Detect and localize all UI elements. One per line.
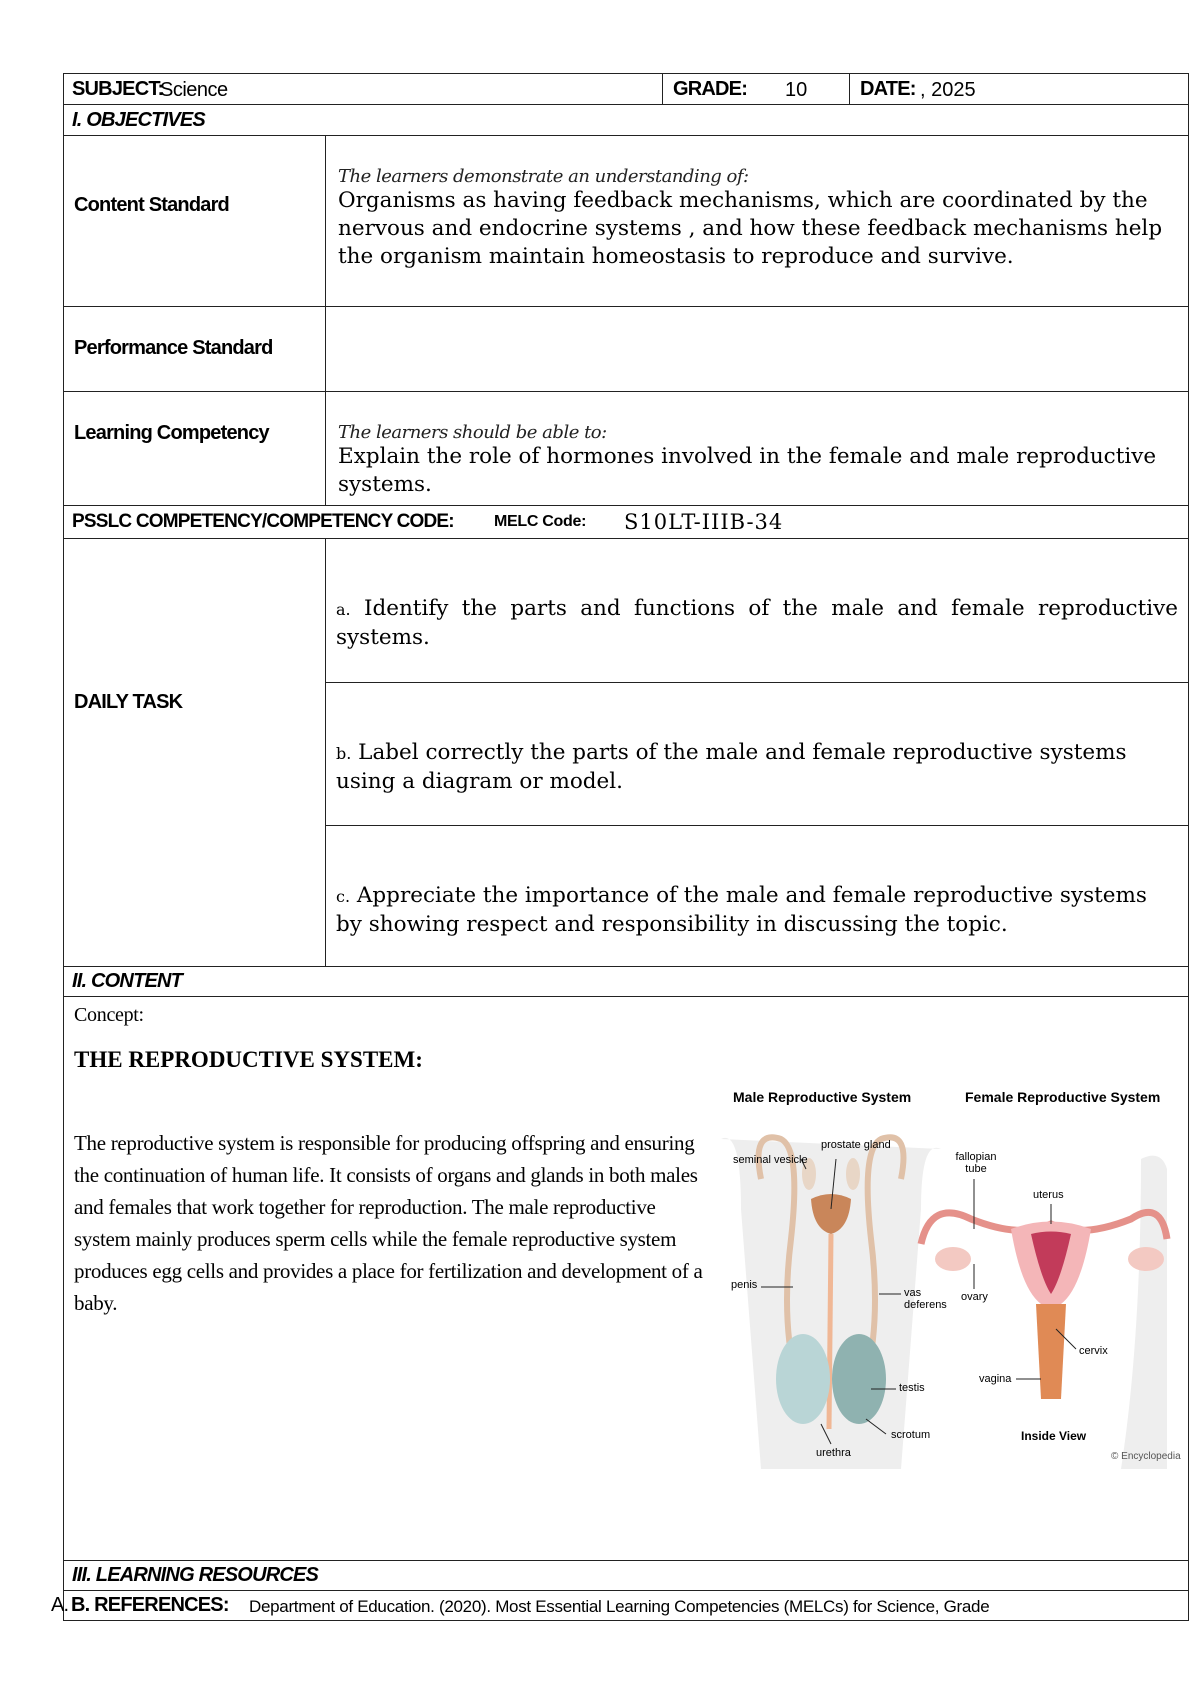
label-prostate-gland: prostate gland xyxy=(821,1139,891,1151)
task-text: Label correctly the parts of the male and female reproductive systems using a diagram or model. xyxy=(336,740,1127,794)
concept-paragraph: The reproductive system is responsible for producing offspring and ensuring the continuation of human life. It consists of organs and glands in both males and females that work together for reproduction. The male reproductive system mainly produces sperm cells while the female reproductive system produces egg cells and provides a place for fertilization and development of a baby. xyxy=(74,1131,703,1315)
date-label: DATE: xyxy=(860,78,916,100)
performance-standard-cell xyxy=(325,306,1189,392)
psslc-row xyxy=(63,505,1189,539)
date-value: , 2025 xyxy=(920,79,976,101)
content-standard-intro: The learners demonstrate an understanding of: xyxy=(338,166,749,187)
daily-task-label: DAILY TASK xyxy=(74,691,183,713)
label-testis: testis xyxy=(899,1382,925,1394)
reproductive-system-figure xyxy=(721,1089,1181,1469)
figure-caption: Inside View xyxy=(1021,1429,1087,1443)
objectives-heading-row xyxy=(63,104,1189,136)
daily-task-b xyxy=(325,682,1189,826)
male-figure-title: Male Reproductive System xyxy=(733,1089,912,1105)
psslc-label: PSSLC COMPETENCY/COMPETENCY CODE: xyxy=(72,511,454,532)
label-cervix: cervix xyxy=(1079,1345,1108,1357)
references-prefix: A. xyxy=(51,1594,69,1616)
label-penis: penis xyxy=(731,1279,758,1291)
content-standard-label: Content Standard xyxy=(74,194,229,216)
label-urethra: urethra xyxy=(816,1447,851,1459)
concept-cell xyxy=(63,996,1189,1561)
female-figure-title: Female Reproductive System xyxy=(965,1089,1161,1105)
content-standard-text: Organisms as having feedback mechanisms, which are coordinated by the nervous and endocrine systems , and how these feedback mechanisms help the organism maintain homeostasis to reproduce and survive. xyxy=(338,188,1163,269)
figure-credit: © Encyclopedia xyxy=(1111,1451,1181,1462)
label-seminal-vesicle: seminal vesicle xyxy=(733,1154,808,1166)
ovary-left xyxy=(935,1247,971,1271)
references-row xyxy=(51,1590,1189,1621)
daily-task-label-cell xyxy=(63,538,326,967)
label-uterus: uterus xyxy=(1033,1189,1064,1201)
testis-left xyxy=(776,1334,830,1424)
subject-label: SUBJECT: xyxy=(72,78,164,100)
task-text: Identify the parts and functions of the male and female reproductive systems. xyxy=(336,596,1178,650)
date-cell xyxy=(849,73,1189,105)
melc-code-label: MELC Code: xyxy=(494,513,587,530)
label-ovary: ovary xyxy=(961,1291,988,1303)
vagina xyxy=(1036,1304,1066,1399)
resources-heading-row xyxy=(63,1560,1189,1591)
content-heading: II. CONTENT xyxy=(72,970,183,992)
learning-competency-text: Explain the role of hormones involved in the female and male reproductive systems. xyxy=(338,444,1157,497)
resources-heading: III. LEARNING RESOURCES xyxy=(72,1564,319,1586)
content-heading-row xyxy=(63,966,1189,997)
references-label: B. REFERENCES: xyxy=(71,1594,229,1616)
grade-cell xyxy=(662,73,850,105)
concept-title: THE REPRODUCTIVE SYSTEM: xyxy=(74,1047,423,1072)
concept-label: Concept: xyxy=(74,1004,144,1026)
urethra xyxy=(829,1234,831,1429)
references-text: Department of Education. (2020). Most Essential Learning Competencies (MELCs) for Science, Grade xyxy=(249,1597,990,1616)
content-standard-cell xyxy=(325,135,1189,307)
seminal-vesicle-right xyxy=(846,1158,860,1190)
task-letter: a. xyxy=(336,600,351,619)
performance-standard-label-cell xyxy=(63,306,326,392)
melc-code: S10LT-IIIB-34 xyxy=(624,510,784,534)
learning-competency-label-cell xyxy=(63,391,326,506)
content-standard-label-cell xyxy=(63,135,326,307)
label-vas-deferens: vas deferens xyxy=(904,1287,947,1311)
learning-competency-intro: The learners should be able to: xyxy=(338,422,607,443)
subject-value: Science xyxy=(160,79,228,101)
ovary-right xyxy=(1128,1247,1164,1271)
label-scrotum: scrotum xyxy=(891,1429,931,1441)
task-letter: b. xyxy=(336,744,352,763)
grade-value: 10 xyxy=(785,79,808,101)
testis-right xyxy=(832,1334,886,1424)
subject-cell xyxy=(63,73,663,105)
task-letter: c. xyxy=(336,887,351,906)
performance-standard-label: Performance Standard xyxy=(74,337,273,359)
label-fallopian-tube: fallopian tube xyxy=(955,1151,997,1175)
reproductive-diagram xyxy=(721,1089,1181,1469)
objectives-heading: I. OBJECTIVES xyxy=(72,109,205,131)
learning-competency-label: Learning Competency xyxy=(74,422,269,444)
learning-competency-cell xyxy=(325,391,1189,506)
label-vagina: vagina xyxy=(979,1373,1012,1385)
daily-task-a xyxy=(325,538,1189,683)
grade-label: GRADE: xyxy=(673,78,748,100)
task-text: Appreciate the importance of the male and female reproductive systems by showing respect and responsibility in discussing the topic. xyxy=(336,883,1147,937)
female-silhouette xyxy=(1121,1156,1167,1469)
daily-task-c xyxy=(325,825,1189,967)
